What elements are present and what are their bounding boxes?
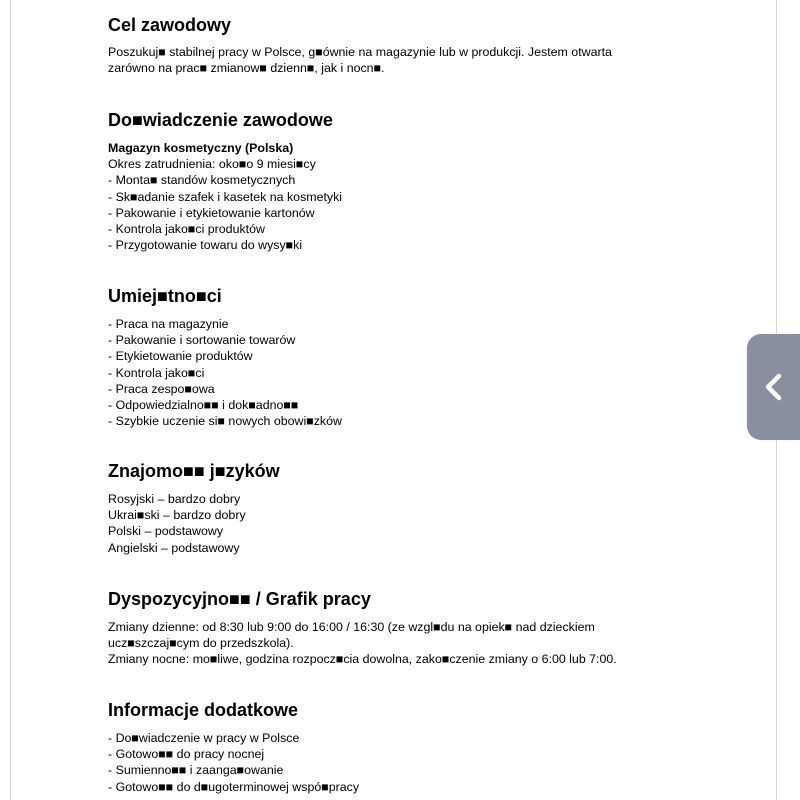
back-button[interactable]: [747, 334, 800, 440]
list-item: Zmiany dzienne: od 8:30 lub 9:00 do 16:00 / 16:30 (ze wzgl■du na opiek■ nad dzieckiem: [108, 620, 595, 634]
section-experience: [108, 109, 758, 253]
list-item: - Do■wiadczenie w pracy w Polsce: [108, 731, 300, 745]
list-item: - Praca zespo■owa: [108, 381, 215, 396]
list-item: - Sk■adanie szafek i kasetek na kosmetyki: [108, 189, 343, 204]
list-item: - Monta■ standów kosmetycznych: [108, 173, 296, 188]
list-item: - Pakowanie i etykietowanie kartonów: [108, 205, 315, 220]
list-item: Angielski – podstawowy: [108, 540, 240, 555]
list-item: - Odpowiedzialno■■ i dok■adno■■: [108, 398, 299, 413]
list-item: - Praca na magazynie: [108, 317, 229, 331]
section-skills: [108, 285, 758, 429]
chevron-left-icon: [763, 372, 785, 402]
section-heading-languages: Znajomo■■ j■zyków: [108, 461, 280, 481]
section-languages: [108, 460, 758, 556]
page-edge-left: [10, 0, 11, 800]
section-additional: [108, 699, 758, 795]
list-item: Polski – podstawowy: [108, 524, 224, 539]
job-title: Magazyn kosmetyczny (Polska): [108, 141, 294, 155]
section-heading-experience: Do■wiadczenie zawodowe: [108, 110, 333, 130]
section-heading-skills: Umiej■tno■ci: [108, 286, 222, 306]
list-item: - Kontrola jako■ci produktów: [108, 222, 265, 237]
list-item: - Gotowo■■ do d■ugoterminowej wspó■pracy: [108, 779, 360, 794]
section-heading-goal: Cel zawodowy: [108, 15, 232, 35]
list-item: Okres zatrudnienia: oko■o 9 miesi■cy: [108, 157, 316, 172]
list-item: ucz■szczaj■cym do przedszkola).: [108, 636, 294, 651]
goal-text: Poszukuj■ stabilnej pracy w Polsce, g■ównie na magazynie lub w produkcji. Jestem otwarta zarówno na prac■ zmianow■ dzienn■, jak i nocn■.: [108, 45, 612, 76]
list-item: - Szybkie uczenie si■ nowych obowi■zków: [108, 414, 342, 429]
list-item: Zmiany nocne: mo■liwe, godzina rozpocz■cia dowolna, zako■czenie zmiany o 6:00 lub 7:00.: [108, 652, 617, 667]
list-item: - Przygotowanie towaru do wysy■ki: [108, 238, 303, 253]
list-item: - Kontrola jako■ci: [108, 365, 205, 380]
section-goal: [108, 14, 758, 76]
list-item: - Etykietowanie produktów: [108, 349, 253, 364]
section-heading-availability: Dyspozycyjno■■ / Grafik pracy: [108, 589, 371, 609]
list-item: - Sumienno■■ i zaanga■owanie: [108, 763, 284, 778]
list-item: - Gotowo■■ do pracy nocnej: [108, 747, 265, 762]
list-item: - Pakowanie i sortowanie towarów: [108, 333, 296, 348]
list-item: Ukrai■ski – bardzo dobry: [108, 508, 246, 523]
list-item: Rosyjski – bardzo dobry: [108, 492, 241, 506]
section-heading-additional: Informacje dodatkowe: [108, 700, 299, 720]
section-availability: [108, 588, 758, 668]
